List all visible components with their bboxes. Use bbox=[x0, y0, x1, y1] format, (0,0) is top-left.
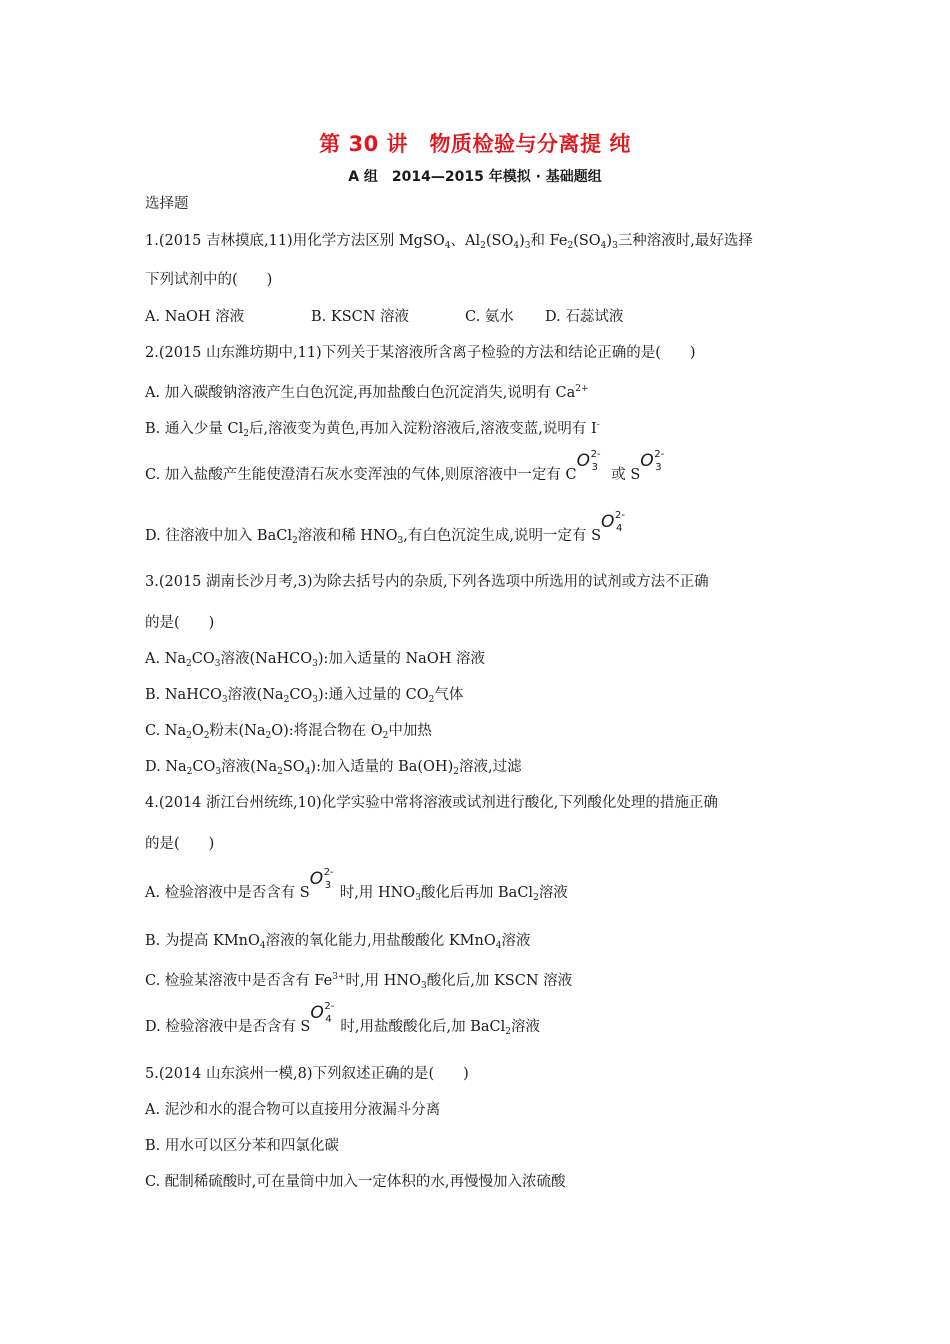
q3-option-b: B. NaHCO$_3$溶液$(Na_2CO_3)$:通入过量的 $CO_2$气体 bbox=[145, 687, 464, 705]
carbonate-ion: O 2- 3 bbox=[576, 449, 601, 473]
q5-option-a: A. 泥沙和水的混合物可以直接用分液漏斗分离 bbox=[145, 1102, 441, 1118]
sulfite-ion: O 2- 3 bbox=[309, 867, 334, 891]
q2-option-b: B. 通入少量 $Cl_2$后,溶液变为黄色,再加入淀粉溶液后,溶液变蓝,说明有 I- bbox=[145, 420, 600, 439]
q3-stem: 3.(2015 湖南长沙月考,3)为除去括号内的杂质,下列各选项中所选用的试剂或方法不正确 bbox=[145, 574, 709, 590]
q5-option-b: B. 用水可以区分苯和四氯化碳 bbox=[145, 1138, 339, 1154]
q4-stem: 4.(2014 浙江台州统练,10)化学实验中常将溶液或试剂进行酸化,下列酸化处理的措施正确 bbox=[145, 795, 718, 811]
q2-option-d: D. 往溶液中加入 BaCl$_2$溶液和稀 $HNO_3$,有白色沉淀生成,说明一定有 S O 2- 4 bbox=[145, 520, 631, 551]
q1-options bbox=[145, 307, 623, 327]
q1-stem: 1.(2015 吉林摸底,11)用化学方法区别 MgSO$_4$、$Al_2(SO_4)_3$和 $Fe_2(SO_4)_3$三种溶液时,最好选择 bbox=[145, 233, 753, 251]
section-subtitle: A 组 2014—2015 年模拟 · 基础题组 bbox=[348, 169, 602, 185]
q4-stem-cont: 的是( ) bbox=[145, 836, 215, 852]
sulfite-ion: O 2- 3 bbox=[640, 449, 665, 473]
q4-option-c: C. 检验某溶液中是否含有 $Fe^{3+}$时,用 $HNO_3$酸化后,加 KSCN 溶液 bbox=[145, 972, 573, 991]
section-label: 选择题 bbox=[145, 196, 189, 212]
q5-stem: 5.(2014 山东滨州一模,8)下列叙述正确的是( ) bbox=[145, 1066, 469, 1082]
q3-stem-cont: 的是( ) bbox=[145, 615, 215, 631]
q4-option-a: A. 检验溶液中是否含有 S O 2- 3 时,用 $HNO_3$酸化后再加 BaCl$_2$溶液 bbox=[145, 867, 568, 903]
q4-option-b: B. 为提高 KMnO$_4$溶液的氧化能力,用盐酸酸化 KMnO$_4$溶液 bbox=[145, 933, 531, 951]
q2-option-c: C. 加入盐酸产生能使澄清石灰水变浑浊的气体,则原溶液中一定有 C O 2- 3 或 S O 2- 3 bbox=[145, 459, 670, 485]
page-title: 第 30 讲 物质检验与分离提 纯 bbox=[319, 132, 631, 156]
q1-stem-cont: 下列试剂中的( ) bbox=[145, 272, 273, 288]
q1-option-d: D. 石蕊试液 bbox=[545, 309, 624, 325]
sulfate-ion: O 2- 4 bbox=[310, 1001, 335, 1025]
q4-option-d: D. 检验溶液中是否含有 S O 2- 4 时,用盐酸酸化后,加 BaCl$_2$溶液 bbox=[145, 1001, 540, 1037]
q1-option-a: A. NaOH 溶液 bbox=[145, 309, 245, 325]
sulfate-ion: O 2- 4 bbox=[601, 510, 626, 534]
q1-option-b: B. KSCN 溶液 bbox=[311, 309, 410, 325]
q3-option-a: A. $Na_2CO_3$溶液(NaHCO$_3$):加入适量的 NaOH 溶液 bbox=[145, 651, 485, 669]
q1-option-c: C. 氨水 bbox=[465, 309, 514, 325]
q2-option-a: A. 加入碳酸钠溶液产生白色沉淀,再加盐酸白色沉淀消失,说明有 $Ca^{2+}$ bbox=[145, 384, 589, 401]
q3-option-d: D. $Na_2CO_3$溶液$(Na_2SO_4)$:加入适量的 $Ba(OH)_2$溶液,过滤 bbox=[145, 759, 522, 777]
q2-stem: 2.(2015 山东潍坊期中,11)下列关于某溶液所含离子检验的方法和结论正确的是( ) bbox=[145, 345, 696, 361]
q3-option-c: C. $Na_2O_2$粉末$(Na_2O)$:将混合物在 $O_2$中加热 bbox=[145, 723, 432, 741]
q5-option-c: C. 配制稀硫酸时,可在量筒中加入一定体积的水,再慢慢加入浓硫酸 bbox=[145, 1174, 566, 1190]
